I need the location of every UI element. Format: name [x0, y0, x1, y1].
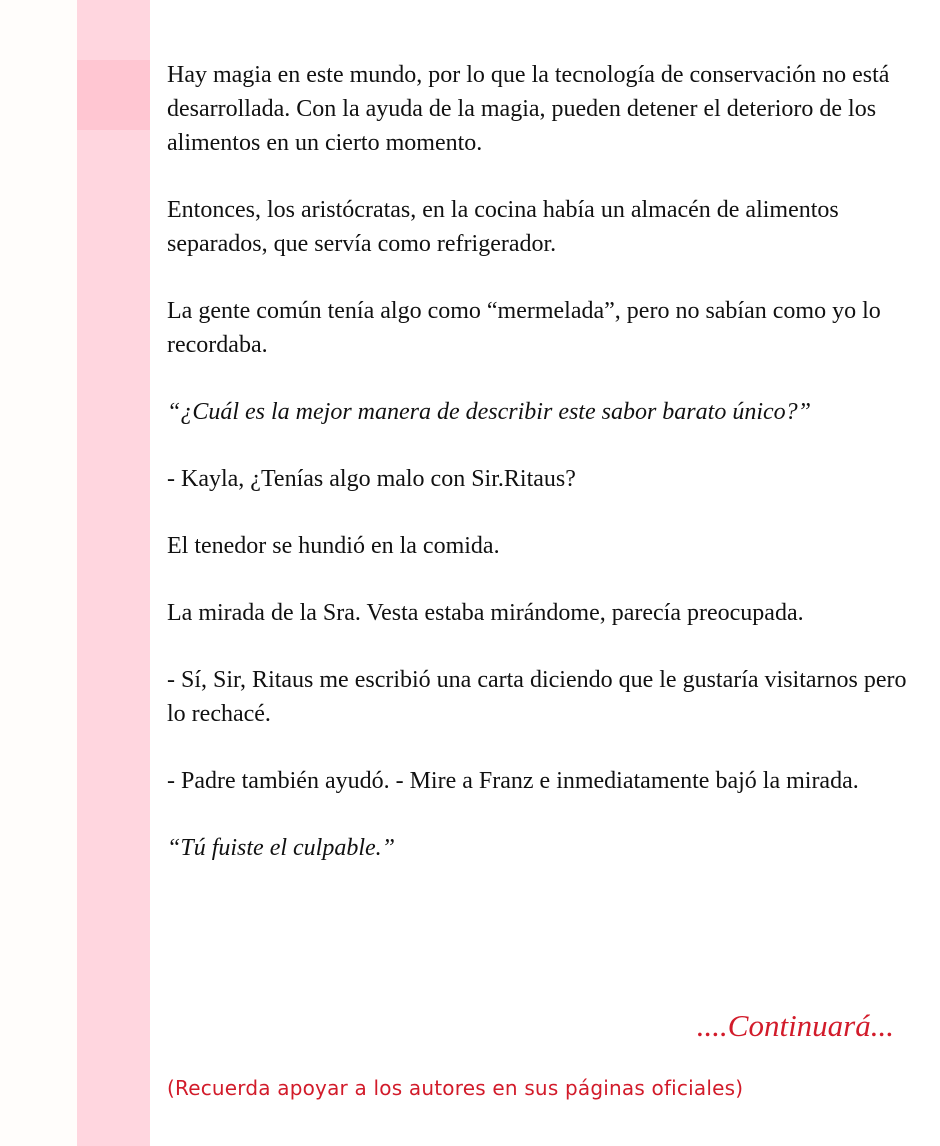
thought-paragraph: “Tú fuiste el culpable.” — [167, 835, 395, 861]
paragraph: Hay magia en este mundo, por lo que la tecnología de conservación no está desarrollada. Con la ayuda de la magia, pueden detener el deterioro de los alimentos en un cierto momento. — [167, 62, 890, 156]
thought-paragraph: “¿Cuál es la mejor manera de describir este sabor barato único?” — [167, 399, 811, 425]
support-authors-note: (Recuerda apoyar a los autores en sus páginas oficiales) — [167, 1076, 744, 1100]
paragraph: La gente común tenía algo como “mermelada”, pero no sabían como yo lo recordaba. — [167, 298, 881, 358]
paragraph: El tenedor se hundió en la comida. — [167, 533, 500, 559]
decorative-pink-accent — [77, 60, 150, 130]
dialogue-paragraph: - Sí, Sir, Ritaus me escribió una carta diciendo que le gustaría visitarnos pero lo rechacé. — [167, 667, 907, 727]
continued-label: ....Continuará... — [696, 1008, 894, 1043]
story-text — [167, 58, 927, 898]
dialogue-paragraph: - Kayla, ¿Tenías algo malo con Sir.Ritaus? — [167, 466, 576, 492]
decorative-pink-band — [77, 0, 150, 1146]
paragraph: La mirada de la Sra. Vesta estaba mirándome, parecía preocupada. — [167, 600, 804, 626]
left-margin — [0, 0, 77, 1146]
paragraph: Entonces, los aristócratas, en la cocina había un almacén de alimentos separados, que servía como refrigerador. — [167, 197, 839, 257]
dialogue-paragraph: - Padre también ayudó. - Mire a Franz e inmediatamente bajó la mirada. — [167, 768, 859, 794]
